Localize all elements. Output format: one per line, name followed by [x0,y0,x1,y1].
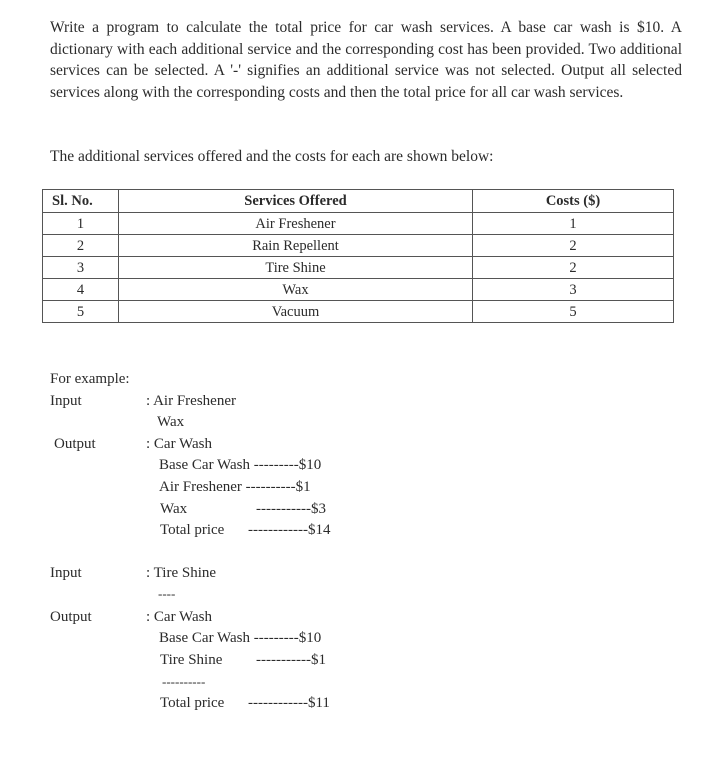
example2-input-line2: ---- [158,586,176,601]
example2-total-value: ------------$11 [248,695,330,711]
table-row [43,301,674,323]
input-label: Input [50,393,82,409]
problem-statement: Write a program to calculate the total price for car wash services. A base car wash is $10. A dictionary with each additional service and the corresponding cost has been provided. Two additional services can be selected. A '-' signifies an additional service was not selected. Output all selected services along with the corresponding costs and then the total price for all car wash services. [50,19,682,101]
cell-cost: 2 [473,257,674,279]
example-heading: For example: [50,371,130,387]
example2-total-label: Total price [160,695,225,711]
example2-service1-name: Tire Shine [160,652,223,668]
cell-sl-no: 2 [43,235,119,257]
cell-service: Tire Shine [119,257,473,279]
cell-cost: 3 [473,279,674,301]
cell-cost: 5 [473,301,674,323]
cell-service: Rain Repellent [119,235,473,257]
table-row [43,279,674,301]
example1-service2-cost: -----------$3 [256,501,326,517]
input-label: Input [50,565,82,581]
example1-input-line2: Wax [157,414,185,430]
example1-base: Base Car Wash ---------$10 [159,457,322,473]
example2-service2: ---------- [162,674,206,689]
header-sl-no: Sl. No. [43,190,119,213]
example2-base: Base Car Wash ---------$10 [159,630,322,646]
example2-output-line1: : Car Wash [146,609,213,625]
cell-service: Wax [119,279,473,301]
example1-total-label: Total price [160,522,225,538]
header-costs: Costs ($) [473,190,674,213]
example2-service1-cost: -----------$1 [256,652,326,668]
example1-service1: Air Freshener ----------$1 [159,479,311,495]
example2-input-line1: : Tire Shine [146,565,217,581]
cell-service: Air Freshener [119,213,473,235]
example1-total-value: ------------$14 [248,522,331,538]
table-row [43,213,674,235]
output-label: Output [54,436,96,452]
table-row [43,257,674,279]
cell-cost: 2 [473,235,674,257]
output-label: Output [50,609,92,625]
services-intro: The additional services offered and the costs for each are shown below: [50,148,494,165]
cell-sl-no: 1 [43,213,119,235]
cell-cost: 1 [473,213,674,235]
header-services: Services Offered [119,190,473,213]
cell-sl-no: 4 [43,279,119,301]
cell-sl-no: 3 [43,257,119,279]
services-table [42,189,674,323]
table-header-row [43,190,674,213]
cell-sl-no: 5 [43,301,119,323]
example1-service2-name: Wax [160,501,188,517]
example1-output-line1: : Car Wash [146,436,213,452]
cell-service: Vacuum [119,301,473,323]
table-row [43,235,674,257]
example1-input-line1: : Air Freshener [146,393,236,409]
